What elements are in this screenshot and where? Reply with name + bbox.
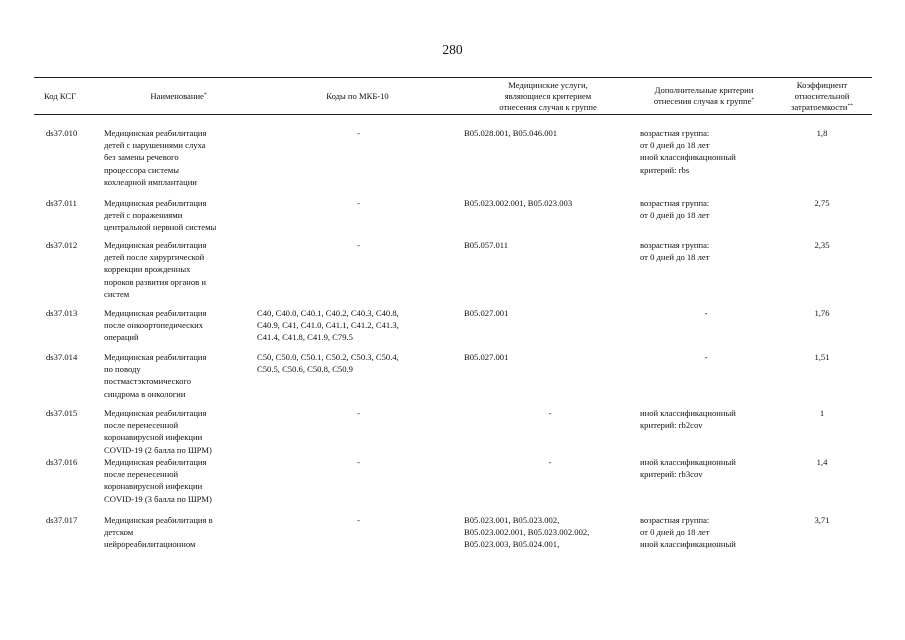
table-row [34, 514, 872, 551]
table-row [34, 407, 872, 456]
ksg-code: ds37.012 [46, 240, 78, 250]
cost-coefficient: 2,35 [814, 240, 830, 250]
mkb-codes: - [357, 408, 360, 418]
ksg-code: ds37.017 [46, 515, 78, 525]
medical-services: B05.057.011 [464, 240, 509, 250]
medical-services: B05.028.001, B05.046.001 [464, 128, 558, 138]
table-row [34, 351, 872, 400]
table-row [34, 239, 872, 300]
header-services: Медицинские услуги, являющиеся критерием отнесения случая к группе [499, 79, 597, 112]
mkb-codes: C40, C40.0, C40.1, C40.2, C40.3, C40.8, C40.9, C41, C41.0, C41.1, C41.2, C41.3, C41.4, C41.8, C41.9, C79.5 [257, 308, 399, 343]
table-header [34, 77, 872, 115]
cost-coefficient: 1 [819, 408, 825, 418]
extra-criteria: возрастная группа: от 0 дней до 18 лет [640, 198, 710, 221]
extra-criteria: возрастная группа: от 0 дней до 18 лет иной классификационный критерий: rbs [640, 128, 736, 175]
extra-criteria: возрастная группа: от 0 дней до 18 лет [640, 240, 710, 263]
cost-coefficient: 3,71 [814, 515, 830, 525]
extra-criteria: иной классификационный критерий: rb2cov [640, 408, 736, 431]
ksg-name: Медицинская реабилитация после перенесенной коронавирусной инфекции COVID-19 (3 балла по ШРМ) [104, 457, 212, 504]
ksg-table [34, 77, 872, 550]
ksg-code: ds37.013 [46, 308, 78, 318]
ksg-name: Медицинская реабилитация после онкоортопедических операций [104, 308, 207, 343]
ksg-name: Медицинская реабилитация детей после хирургической коррекции врожденных пороков развития органов и систем [104, 240, 207, 299]
ksg-name: Медицинская реабилитация в детском нейрореабилитационном [104, 515, 213, 550]
ksg-name: Медицинская реабилитация по поводу постмастэктомического синдрома в онкологии [104, 352, 207, 399]
extra-criteria: - [704, 308, 708, 318]
medical-services: B05.023.001, B05.023.002, B05.023.002.001, B05.023.002.002, B05.023.003, B05.024.001, [464, 515, 590, 550]
mkb-codes: - [357, 457, 360, 467]
medical-services: - [548, 457, 552, 467]
cost-coefficient: 1,51 [814, 352, 830, 362]
ksg-code: ds37.015 [46, 408, 78, 418]
table-row [34, 456, 872, 505]
mkb-codes: - [357, 128, 360, 138]
ksg-name: Медицинская реабилитация после перенесенной коронавирусной инфекции COVID-19 (2 балла по ШРМ) [104, 408, 212, 455]
table-row [34, 307, 872, 344]
page-number: 280 [442, 42, 463, 57]
header-mkb: Коды по МКБ-10 [326, 90, 389, 101]
extra-criteria: - [704, 352, 708, 362]
ksg-code: ds37.010 [46, 128, 78, 138]
cost-coefficient: 1,8 [816, 128, 828, 138]
ksg-name: Медицинская реабилитация детей с поражениями центральной нервной системы [104, 198, 217, 233]
ksg-code: ds37.011 [46, 198, 77, 208]
medical-services: B05.027.001 [464, 308, 509, 318]
extra-criteria: возрастная группа: от 0 дней до 18 лет иной классификационный [640, 515, 736, 550]
cost-coefficient: 1,4 [816, 457, 828, 467]
ksg-code: ds37.014 [46, 352, 78, 362]
header-extra: Дополнительные критерии отнесения случая к группе* [653, 85, 755, 106]
medical-services: B05.027.001 [464, 352, 509, 362]
medical-services: B05.023.002.001, B05.023.003 [464, 198, 573, 208]
table-row [34, 197, 872, 234]
header-coef: Коэффициент относительной затратоемкости** [791, 79, 853, 112]
header-code: Код КСГ [44, 90, 77, 101]
mkb-codes: - [357, 515, 360, 525]
ksg-code: ds37.016 [46, 457, 78, 467]
mkb-codes: - [357, 198, 360, 208]
mkb-codes: - [357, 240, 360, 250]
extra-criteria: иной классификационный критерий: rb3cov [640, 457, 736, 480]
ksg-name: Медицинская реабилитация детей с нарушениями слуха без замены речевого процессора системы кохлеарной имплантации [104, 128, 207, 187]
header-name: Наименование* [150, 90, 207, 101]
mkb-codes: C50, C50.0, C50.1, C50.2, C50.3, C50.4, C50.5, C50.6, C50.8, C50.9 [257, 352, 399, 375]
cost-coefficient: 1,76 [814, 308, 830, 318]
cost-coefficient: 2,75 [814, 198, 830, 208]
medical-services: - [548, 408, 552, 418]
table-row [34, 127, 872, 188]
